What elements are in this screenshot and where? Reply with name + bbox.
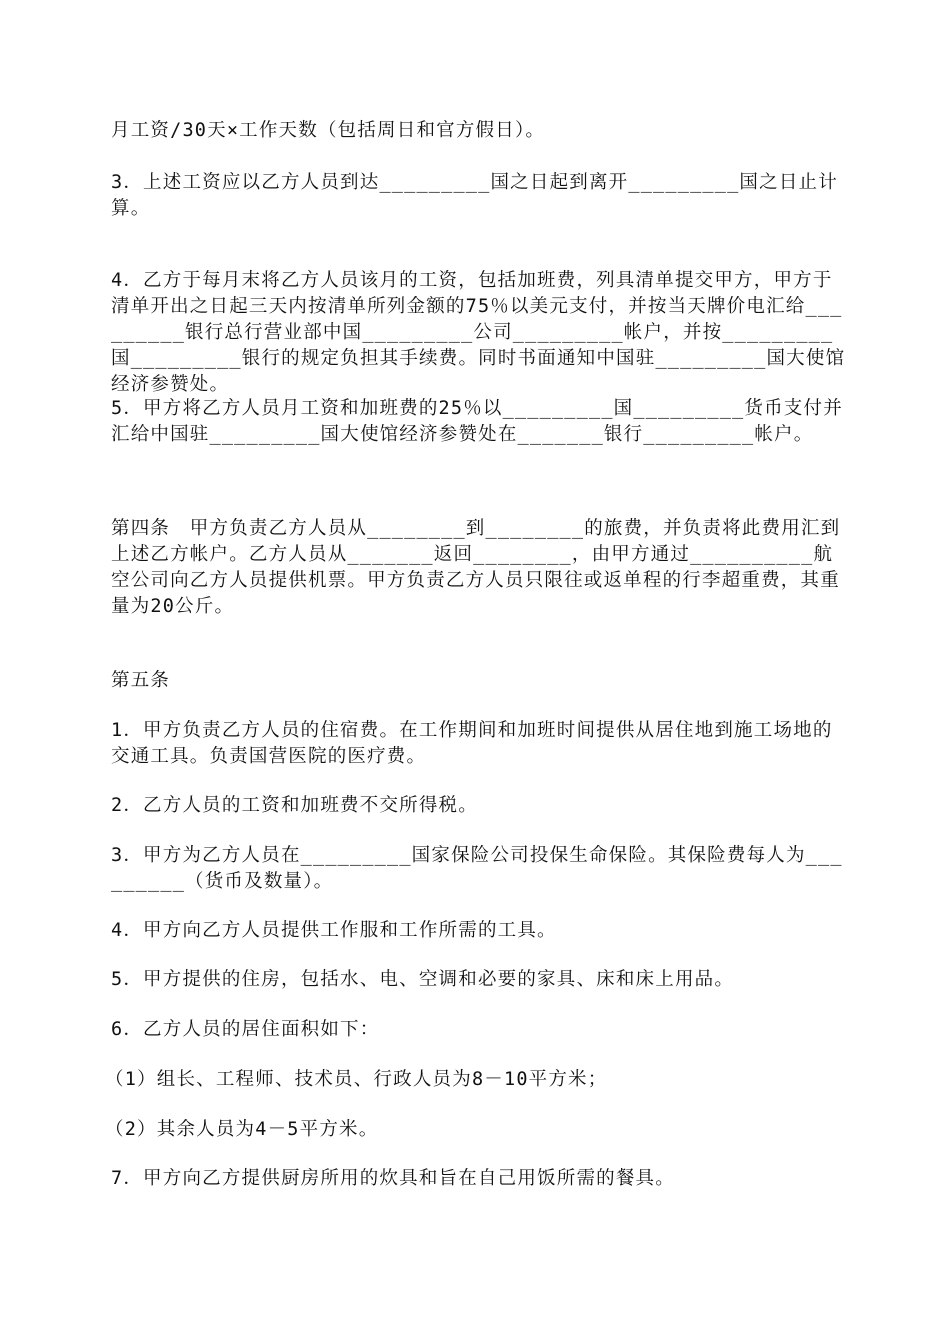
article-5-item-2: 2．乙方人员的工资和加班费不交所得税。 xyxy=(111,795,478,816)
clause-5-remittance: 5．甲方将乙方人员月工资和加班费的25％以_________国_________货币支付并汇给中国驻_________国大使馆经济参赞处在_______银行_________帐户。 xyxy=(111,398,843,445)
living-area-sub-item-1: （1）组长、工程师、技术员、行政人员为8－10平方米； xyxy=(105,1069,608,1090)
article-5-item-6: 6．乙方人员的居住面积如下： xyxy=(111,1019,380,1040)
article-5-item-5: 5．甲方提供的住房，包括水、电、空调和必要的家具、床和床上用品。 xyxy=(111,969,735,990)
article-5-heading: 第五条 xyxy=(111,670,171,691)
article-5-item-7: 7．甲方向乙方提供厨房所用的炊具和旨在自己用饭所需的餐具。 xyxy=(111,1168,675,1189)
article-5-item-1: 1．甲方负责乙方人员的住宿费。在工作期间和加班时间提供从居住地到施工场地的交通工具。负责国营医院的医疗费。 xyxy=(111,720,833,767)
living-area-sub-item-2: （2）其余人员为4－5平方米。 xyxy=(105,1119,379,1140)
clause-3-wage-period: 3．上述工资应以乙方人员到达_________国之日起到离开_________国之日止计算。 xyxy=(111,172,838,219)
article-4-travel-expenses: 第四条 甲方负责乙方人员从________到________的旅费，并负责将此费用汇到上述乙方帐户。乙方人员从_______返回________，由甲方通过__________航空公司向乙方人员提供机票。甲方负责乙方人员只限往或返单程的行李超重费，其重量为20公斤。 xyxy=(111,518,841,617)
wage-formula-paragraph: 月工资/30天×工作天数（包括周日和官方假日）。 xyxy=(111,120,546,141)
article-5-item-3: 3．甲方为乙方人员在_________国家保险公司投保生命保险。其保险费每人为_________（货币及数量）。 xyxy=(111,845,843,892)
clause-4-payment-procedure: 4．乙方于每月末将乙方人员该月的工资，包括加班费，列具清单提交甲方，甲方于清单开出之日起三天内按清单所列金额的75％以美元支付，并按当天牌价电汇给_________银行总行营业部中国_________公司_________帐户，并按_________国_________银行的规定负担其手续费。同时书面通知中国驻_________国大使馆经济参赞处。 xyxy=(111,270,846,395)
article-5-item-4: 4．甲方向乙方人员提供工作服和工作所需的工具。 xyxy=(111,920,557,941)
